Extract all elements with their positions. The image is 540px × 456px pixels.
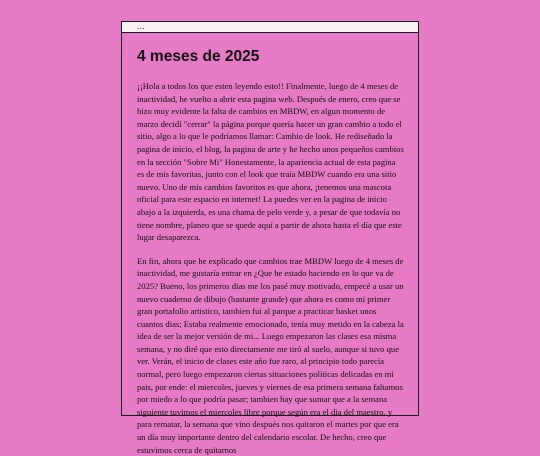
titlebar-text: ... (137, 22, 145, 31)
post-paragraph-1: ¡¡Hola a todos los que esten leyendo esto!! Finalmente, luego de 4 meses de inactividad, he vuelto a abrir esta pagina web. Después de enero, creo que se hizo muy evidente la falta de cambios en MBDW, en algun momento de marzo decidí "cerrar" la página porque quería hacer un gran cambio a todo el sitio, algo a lo que le podríamos llamar: Cambio de look. He rediseñado la pagina de inicio, el blog, la pagina de arte y he hecho unos pequeños cambios en la sección "Sobre Mi" Honestamente, la apariencia actual de esta pagina es de mis favoritas, junto con el look que traía MBDW cuando era una sitio nuevo. Uno de mis cambios favoritos es que ahora, ¡tenemos una mascota oficial para este espacio en internet! La puedes ver en la pagina de inicio abajo a la izquierda, es una chama de pelo verde y, a pesar de que todavía no tiene nombre, planeo que se quede aquí a partir de ahora hasta el día que este lugar desaparezca. (137, 81, 404, 243)
post-paragraph-2: En fin, ahora que he explicado que cambios trae MBDW luego de 4 meses de inactividad, me gustaría entrar en ¿Que he estado haciendo en lo que va de 2025? Bueno, los primeros dias me los pasé muy motivado, empecé a usar un nuevo cuaderno de dibujo (bastante grande) que ahora es como mi primer gran portafolio artistico, tambien fui al parque a practicar basket unos cuantos dias; Estaba realmente emocionado, tenía muy metido en la cabeza la idea de ser la mejor versión de mi... Luego empezaron las clases esa misma semana, y no diré que esto directamente me tiró al suelo, aunque si tuvo que ver. Verán, el inicio de clases este año fue raro, al principio todo parecía normal, pero luego empezaron ciertas situaciones políticas delicadas en mi pais, por ende: el miercoles, jueves y viernes de esa primera semana faltamos por miedo a lo que podría pasar; tambien hay que sumar que a la semana siguiente tuvimos el miercoles libre porque según era el dia del maestro, y para rematar, la semana que vino después nos quitaron el martes por que era un día muy importante dentro del calendario escolar. De hecho, creo que estuvimos cerca de quitarnos (137, 255, 404, 455)
post-title: 4 meses de 2025 (137, 48, 260, 65)
window-titlebar[interactable] (122, 22, 418, 33)
browser-window (121, 21, 419, 455)
blog-post (122, 33, 418, 455)
